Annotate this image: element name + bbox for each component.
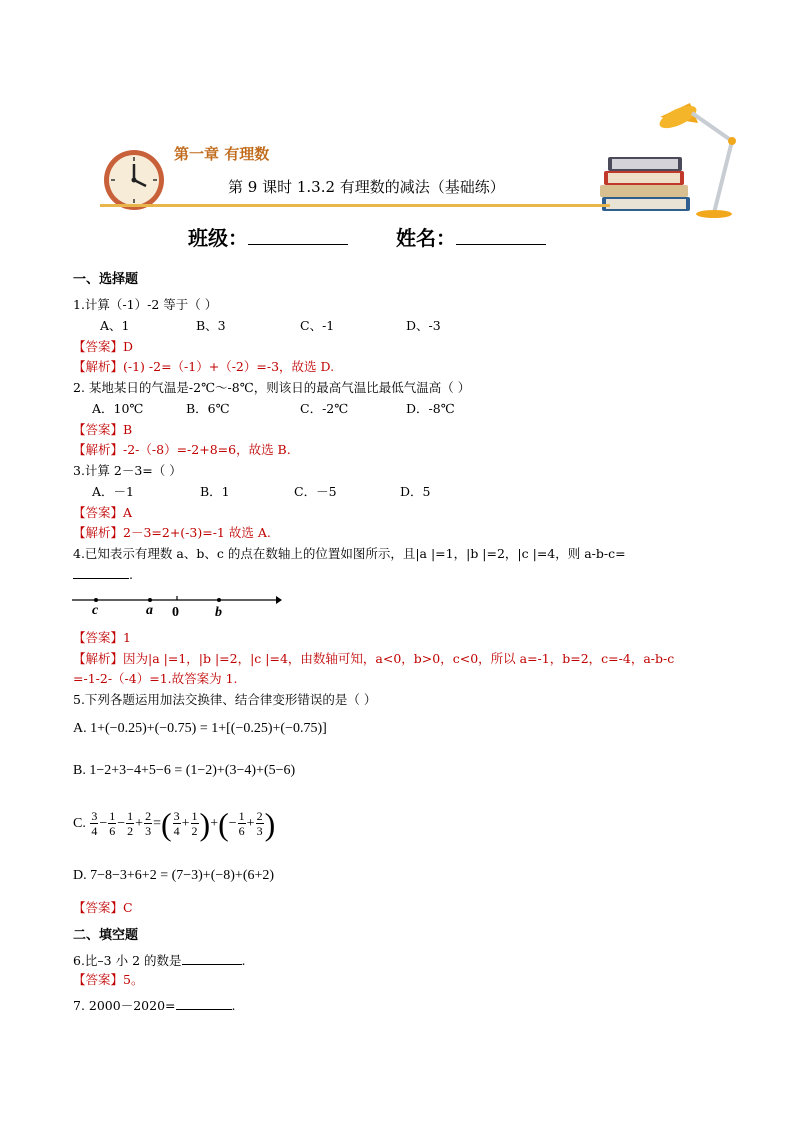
- q1-option-c: C、-1: [300, 318, 335, 333]
- q1-option-a: A、1: [100, 318, 130, 333]
- q5-option-c-prefix: C.: [73, 816, 86, 831]
- q7-line: [73, 997, 235, 1015]
- q6-stem-end: .: [241, 953, 246, 968]
- q1-answer: 【答案】D: [73, 339, 134, 354]
- q2-stem: 2. 某地某日的气温是-2℃～-8℃，则该日的最高气温比最低气温高（ ）: [73, 380, 471, 395]
- q1-analysis: 【解析】(-1) -2=（-1）+（-2）=-3，故选 D.: [73, 359, 335, 374]
- frac-num: 1: [191, 809, 198, 824]
- axis-label-b: b: [215, 605, 222, 620]
- q7-stem: 7. 2000－2020=: [73, 998, 176, 1013]
- header-divider: [100, 204, 610, 207]
- q2-option-c: C．-2℃: [300, 401, 349, 416]
- frac-num: 3: [91, 809, 98, 824]
- q2-option-d: D．-8℃: [406, 401, 455, 416]
- q2-option-a: A．10℃: [92, 401, 144, 416]
- books-icon: [598, 155, 694, 221]
- q6-stem: 6.比–3 小 2 的数是: [73, 953, 182, 968]
- frac-num: 1: [238, 809, 245, 824]
- name-field: [396, 222, 546, 251]
- frac-den: 6: [109, 824, 116, 839]
- q5-option-c: C. $\frac{3}{4}$ − $\frac{1}{6}$ − $\frac{1}{2}$ + $\frac{2}{3}$ =( $\frac{3}{4}$ + $\frac{1}{2}$ )+(− $\frac{1}{6}$ + $\frac{2}{3}$ ): [73, 805, 276, 842]
- section-fill-heading: 二、填空题: [73, 928, 139, 943]
- q3-option-a: A．－1: [92, 484, 134, 499]
- q4-stem-end: .: [129, 567, 133, 582]
- frac-num: 1: [109, 809, 116, 824]
- q2-options: [92, 400, 455, 418]
- frac-den: 3: [256, 824, 263, 839]
- header-banner: [100, 140, 740, 220]
- q5-stem: 5.下列各题运用加法交换律、结合律变形错误的是（ ）: [73, 692, 377, 707]
- chapter-title: 第一章 有理数: [174, 145, 270, 163]
- class-label: 班级：: [188, 226, 248, 250]
- name-blank[interactable]: [456, 226, 546, 245]
- number-line: [70, 590, 282, 620]
- frac-num: 1: [127, 809, 134, 824]
- frac-den: 2: [127, 824, 134, 839]
- q5-option-b: B. 1−2+3−4+5−6 = (1−2)+(3−4)+(5−6): [73, 763, 296, 778]
- q1-stem: 1.计算（-1）-2 等于（ ）: [73, 297, 218, 312]
- q4-answer-blank[interactable]: [73, 566, 129, 579]
- q3-options: [92, 483, 430, 501]
- axis-label-c: c: [92, 603, 99, 618]
- q6-answer: 【答案】5。: [73, 972, 144, 987]
- q5-option-a: A. 1+(−0.25)+(−0.75) = 1+[(−0.25)+(−0.75)]: [73, 721, 327, 736]
- section-choice-heading: 一、选择题: [73, 272, 139, 287]
- q1-option-d: D、-3: [406, 318, 441, 333]
- q6-line: [73, 952, 246, 970]
- frac-den: 4: [91, 824, 98, 839]
- axis-label-a: a: [146, 603, 153, 618]
- q3-option-c: C．－5: [294, 484, 337, 499]
- class-blank[interactable]: [248, 226, 348, 245]
- q4-blank-line: [73, 566, 133, 584]
- q1-options: [100, 317, 441, 335]
- frac-den: 3: [145, 824, 152, 839]
- q2-answer: 【答案】B: [73, 422, 133, 437]
- q7-stem-end: .: [231, 998, 236, 1013]
- frac-num: 2: [256, 809, 263, 824]
- lesson-title: 第 9 课时 1.3.2 有理数的减法（基础练）: [228, 178, 505, 196]
- class-field: [188, 222, 348, 251]
- q6-answer-blank[interactable]: [182, 952, 242, 965]
- q3-stem: 3.计算 2－3=（ ）: [73, 463, 182, 478]
- frac-num: 3: [173, 809, 180, 824]
- name-label: 姓名：: [396, 226, 456, 250]
- frac-den: 4: [173, 824, 180, 839]
- clock-icon: [102, 148, 166, 212]
- q5-option-d: D. 7−8−3+6+2 = (7−3)+(−8)+(6+2): [73, 868, 275, 883]
- q1-option-b: B、3: [196, 318, 226, 333]
- q3-option-d: D．5: [400, 484, 431, 499]
- q2-analysis: 【解析】-2-（-8）=-2+8=6，故选 B.: [73, 442, 291, 457]
- q4-analysis-2: =-1-2-（-4）=1.故答案为 1.: [73, 671, 238, 686]
- q3-analysis: 【解析】2－3=2+(-3)=-1 故选 A.: [73, 525, 271, 540]
- q7-answer-blank[interactable]: [176, 997, 232, 1010]
- q5-answer: 【答案】C: [73, 900, 133, 915]
- q4-stem: 4.已知表示有理数 a、b、c 的点在数轴上的位置如图所示，且|a |=1，|b |=2，|c |=4，则 a-b-c=: [73, 546, 626, 561]
- q2-option-b: B．6℃: [186, 401, 230, 416]
- q4-analysis-1: 【解析】因为|a |=1，|b |=2，|c |=4，由数轴可知，a<0，b>0，c<0，所以 a=-1，b=2，c=-4，a-b-c: [73, 651, 675, 666]
- q3-option-b: B．1: [200, 484, 230, 499]
- axis-label-zero: 0: [172, 605, 179, 620]
- frac-den: 2: [191, 824, 198, 839]
- q3-answer: 【答案】A: [73, 505, 133, 520]
- frac-den: 6: [238, 824, 245, 839]
- q4-answer: 【答案】1: [73, 630, 131, 645]
- frac-num: 2: [145, 809, 152, 824]
